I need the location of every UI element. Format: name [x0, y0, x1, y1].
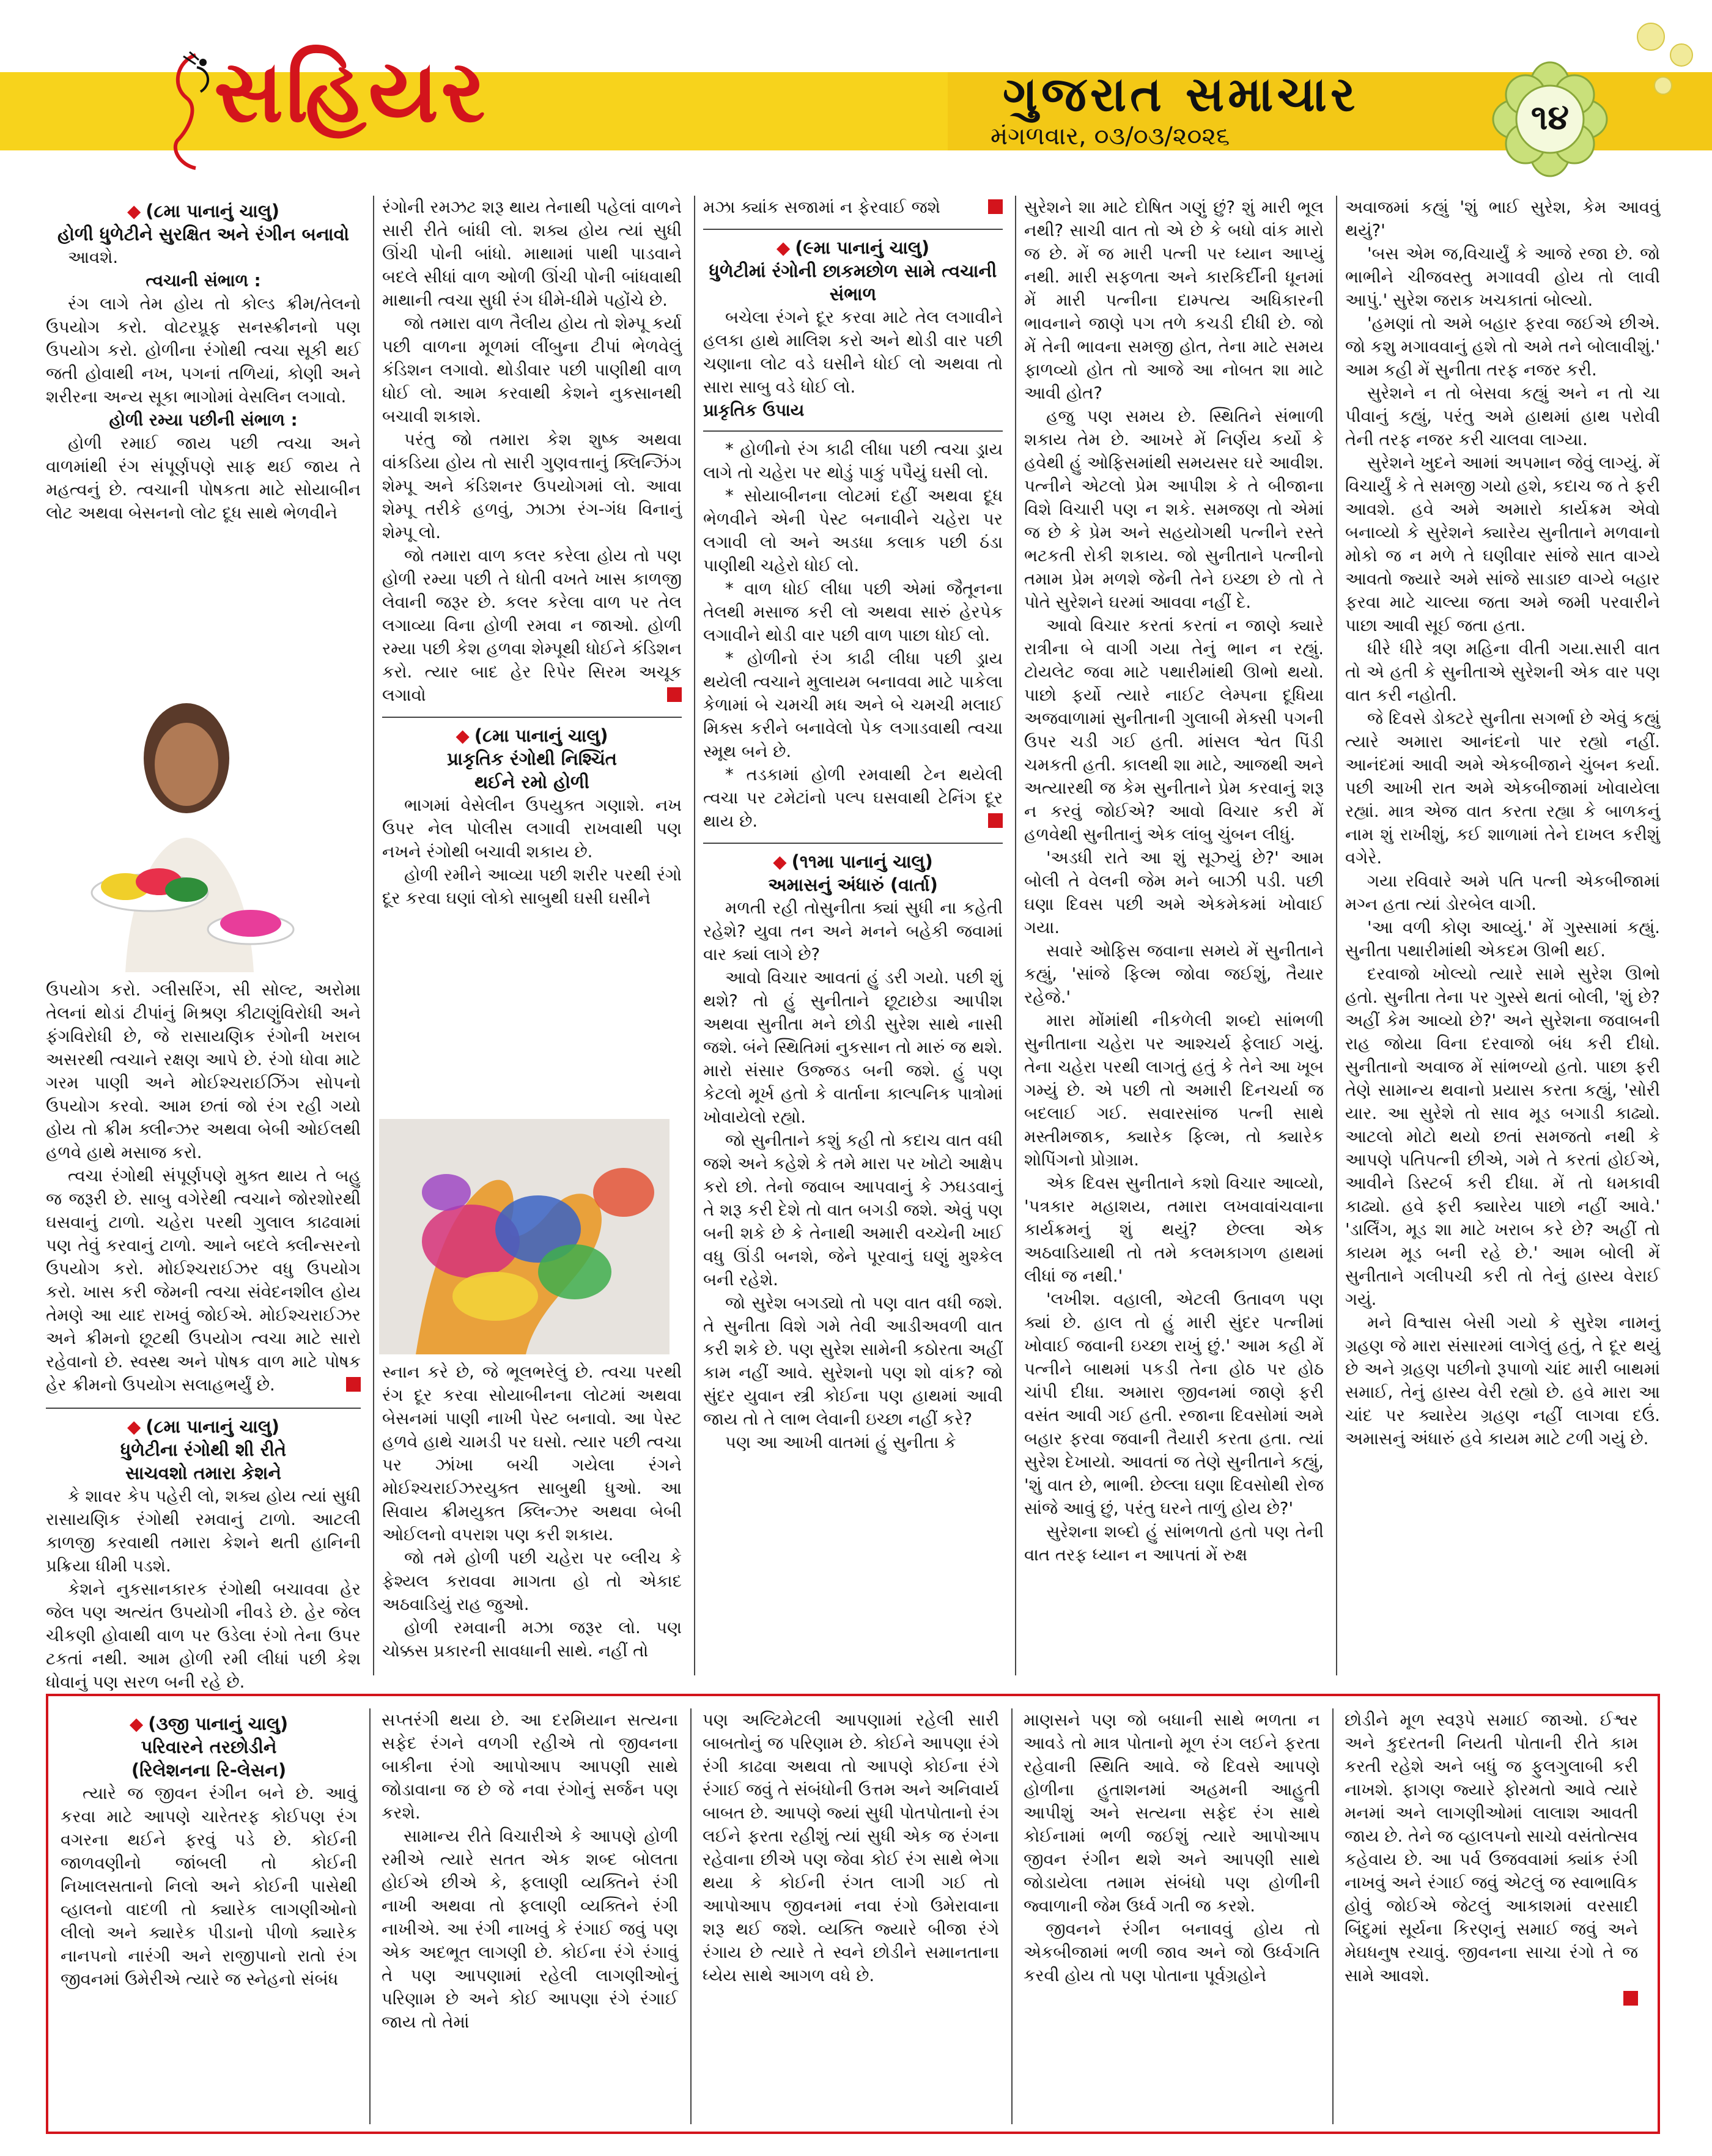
- paragraph: હોળી રમાઈ જાય પછી ત્વચા અને વાળમાંથી રંગ સંપૂર્ણપણે સાફ થઈ જાય તે મહત્વનું છે. ત્વચાની પોષકતા માટે સોયાબીન લોટ અથવા બેસનનો લોટ દૂધ સાથે ભેળવીને: [46, 434, 361, 523]
- paragraph: આવો વિચાર કરતાં કરતાં ન જાણે ક્યારે રાત્રીના બે વાગી ગયા તેનું ભાન ન રહ્યું. ટોયલેટ જવા માટે પથારીમાંથી ઊભો થયો. પાછો ફર્યો ત્યારે નાઈટ લેમ્પના દૂધિયા અજવાળામાં સુનીતાની ગુલાબી મેક્સી પગની ઉપર ચડી ગઈ હતી. માંસલ શ્વેત પિંડી ચમકતી હતી. કાલથી શા માટે, આજથી અને અત્યારથી જ કેમ સુનીતાને પ્રેમ કરવાનું શરૂ ન કરવું જોઈએ? આવો વિચાર કરી મેં હળવેથી સુનીતાનું એક લાંબુ ચુંબન લીધું.: [1024, 616, 1324, 844]
- article-title: (રિલેશનના રિ-લેસન): [131, 1760, 287, 1781]
- section-heading: હોળી રમ્યા પછીની સંભાળ :: [109, 410, 298, 430]
- paragraph: 'આ વળી કોણ આવ્યું.' મેં ગુસ્સામાં કહ્યું. સુનીતા પથારીમાંથી એકદમ ઊભી થઈ.: [1345, 918, 1660, 961]
- section-heading: ત્વચાની સંભાળ :: [146, 271, 261, 290]
- section-divider: [382, 717, 682, 718]
- article-title: અમાસનું અંધારું (વાર્તા): [768, 874, 938, 895]
- article-title: પરિવારને તરછોડીને: [141, 1737, 277, 1757]
- column-2: [382, 196, 682, 910]
- paragraph: 'લખીશ. વહાલી, એટલી ઉતાવળ પણ ક્યાં છે. હાલ તો હું મારી સુંદર પત્નીમાં ખોવાઈ જવાની ઇચ્છા રાખું છું.' આમ કહી મેં પત્નીને બાથમાં પકડી તેના હોઠ પર હોઠ ચાંપી દીધા. અમારા જીવનમાં જાણે ફરી વસંત આવી ગઈ હતી. રજાના દિવસોમાં અમે બહાર ફરવા જવાની તૈયારી કરતા હતા. ત્યાં સુરેશ દેખાયો. આવતાં જ તેણે સુનીતાને કહ્યું, 'શું વાત છે, ભાભી. છેલ્લા ઘણા દિવસોથી રોજ સાંજે આવું છું, પરંતુ ઘરને તાળું હોય છે?': [1024, 1290, 1324, 1518]
- column-4: [1024, 196, 1324, 1567]
- article-title: હોળી ધુળેટીને સુરક્ષિત અને રંગીન બનાવો: [57, 224, 349, 245]
- continued-label: ◆ (૮મા પાનાનું ચાલુ): [127, 1416, 279, 1437]
- column-5: [1345, 196, 1660, 1450]
- paragraph: રંગોની રમઝટ શરૂ થાય તેનાથી પહેલાં વાળને સારી રીતે બાંધી લો. શક્ય હોય ત્યાં સુધી ઊંચી પોની બાંધો. માથામાં પાથી પાડવાને બદલે સીધાં વાળ ઓળી ઊંચી પોની બાંધવાથી માથાની ત્વચા સુધી રંગ ધીમે-ધીમે પહોંચે છે.: [382, 198, 682, 310]
- page-number: ૧૪: [1530, 98, 1570, 138]
- paragraph: હોળી રમવાની મઝા જરૂર લો. પણ ચોક્કસ પ્રકારની સાવધાની સાથે. નહીં તો: [382, 1618, 682, 1661]
- paragraph: એક દિવસ સુનીતાને કશો વિચાર આવ્યો, 'પત્રકાર મહાશય, તમારા લખવાવાંચવાના કાર્યક્રમનું શું થયું? છેલ્લા એક અઠવાડિયાથી તો તમે કલમકાગળ હાથમાં લીધાં જ નથી.': [1024, 1173, 1324, 1286]
- bullet-item: * તડકામાં હોળી રમવાથી ટેન થયેલી ત્વચા પર ટમેટાંનો પલ્પ ઘસવાથી ટેનિંગ દૂર થાય છે.: [703, 765, 1003, 831]
- colorful-hands-photo: [379, 1119, 670, 1354]
- paragraph: કેશને નુકસાનકારક રંગોથી બચાવવા હેર જેલ પણ અત્યંત ઉપયોગી નીવડે છે. હેર જેલ ચીકણી હોવાથી વાળ પર ઉડેલા રંગો તેના ઉપર ટકતાં નથી. આમ હોળી રમી લીધાં પછી કેશ ધોવાનું પણ સરળ બની રહે છે.: [46, 1579, 361, 1692]
- bullet-item: * વાળ ધોઈ લીધા પછી એમાં જૈતૂનના તેલથી મસાજ કરી લો અથવા સારું હેરપેક લગાવીને થોડી વાર પછી વાળ પાછા ધોઈ લો.: [703, 579, 1003, 645]
- paragraph: મારા મોંમાંથી નીકળેલી શબ્દો સાંભળી સુનીતાના ચહેરા પર આશ્ચર્ય ફેલાઈ ગયું. તેના ચહેરા પરથી લાગતું હતું કે તેને આ ખૂબ ગમ્યું છે. એ પછી તો અમારી દિનચર્યા જ બદલાઈ ગઈ. સવારસાંજ પત્ની સાથે મસ્તીમજાક, ક્યારેક ફિલ્મ, તો ક્યારેક શોપિંગનો પ્રોગ્રામ.: [1024, 1011, 1324, 1170]
- paragraph: મઝા ક્યાંક સજામાં ન ફેરવાઈ જશે: [703, 196, 1003, 219]
- section-divider: [46, 1408, 361, 1409]
- paragraph: મળતી રહી તોસુનીતા ક્યાં સુધી ના કહેતી રહેશે? યુવા તન અને મનને બહેકી જવામાં વાર ક્યાં લાગે છે?: [703, 898, 1003, 964]
- paragraph: જો સુરેશ બગડ્યો તો પણ વાત વધી જશે. તે સુનીતા વિશે ગમે તેવી આડીઅવળી વાત કરી શકે છે. પણ સુરેશ સામેની કઠોરતા અહીં કામ નહીં આવે. સુરેશનો પણ શો વાંક? જો સુંદર યુવાન સ્ત્રી કોઈના પણ હાથમાં આવી જાય તો તે લાભ લેવાની ઇચ્છા નહીં કરે?: [703, 1293, 1003, 1429]
- paragraph: ધીરે ધીરે ત્રણ મહિના વીતી ગયા.સારી વાત તો એ હતી કે સુનીતાએ સુરેશની એક વાર પણ વાત કરી નહોતી.: [1345, 639, 1660, 705]
- paragraph: ભાગમાં વેસેલીન ઉપયુક્ત ગણાશે. નખ ઉપર નેલ પોલીસ લગાવી રાખવાથી પણ નખને રંગોથી બચાવી શકાય છે.: [382, 796, 682, 862]
- paragraph: પણ અલ્ટિમેટલી આપણામાં રહેલી સારી બાબતોનું જ પરિણામ છે. કોઈને આપણા રંગે રંગી કાઢવા અથવા તો આપણે કોઈના રંગે રંગાઈ જવું તે સંબંધોની ઉત્તમ અને અનિવાર્ય બાબત છે. આપણે જ્યાં સુધી પોતપોતાનો રંગ લઈને ફરતા રહીશું ત્યાં સુધી એક જ રંગના રહેવાના છીએ પણ જેવા કોઈ રંગ સાથે ભેગા થયા કે કોઈની રંગત લાગી ગઈ તો આપોઆપ જીવનમાં નવા રંગો ઉમેરાવાના શરૂ થઈ જશે. વ્યક્તિ જ્યારે બીજા રંગે રંગાય છે ત્યારે તે સ્વને છોડીને સમાનતાના ધ્યેય સાથે આગળ વધે છે.: [703, 1710, 999, 1985]
- article-title: પ્રાકૃતિક રંગોથી નિશ્ચિંત: [446, 748, 618, 769]
- paragraph: બચેલા રંગને દૂર કરવા માટે તેલ લગાવીને હલકા હાથે માલિશ કરો અને થોડી વાર પછી ચણાના લોટ વડે ઘસીને ધોઈ લો અથવા તો સારા સાબુ વડે ધોઈ લો.: [703, 308, 1003, 397]
- bottom-article-box: [46, 1694, 1660, 2134]
- column-3: [703, 196, 1003, 1454]
- woman-with-colors-photo: [46, 685, 303, 972]
- continued-label: ◆ (૮મા પાનાનું ચાલુ): [127, 201, 279, 221]
- article-title: થઈને રમો હોળી: [474, 772, 589, 792]
- paragraph: 'અડધી રાતે આ શું સૂઝ્યું છે?' આમ બોલી તે વેલની જેમ મને બાઝી પડી. પછી ઘણા દિવસ પછી અમે એકમેકમાં ખોવાઈ ગયા.: [1024, 848, 1324, 937]
- end-mark: [1623, 1991, 1638, 2006]
- paragraph: હજુ પણ સમય છે. સ્થિતિને સંભાળી શકાય તેમ છે. આખરે મેં નિર્ણય કર્યો કે હવેથી હું ઓફિસમાંથી સમયસર ઘરે આવીશ. પત્નીને એટલો પ્રેમ આપીશ કે તે બીજાના વિશે વિચારી પણ ન શકે. સમજણ તો એમાં જ છે કે પ્રેમ અને સહયોગથી પત્નીને રસ્તે ભટકતી રોકી શકાય. જો સુનીતાને પત્નીનો તમામ પ્રેમ મળશે જેની તેને ઇચ્છા છે તો તે પોતે સુરેશને ઘરમાં આવવા નહીં દે.: [1024, 407, 1324, 612]
- column-divider: [1011, 1708, 1013, 2124]
- paragraph: હોળી રમીને આવ્યા પછી શરીર પરથી રંગો દૂર કરવા ઘણાં લોકો સાબુથી ઘસી ઘસીને: [382, 865, 682, 908]
- paragraph: પરંતુ જો તમારા કેશ શુષ્ક અથવા વાંકડિયા હોય તો સારી ગુણવત્તાનું ક્લિન્ઝિંગ શેમ્પૂ અને કંડિશનર ઉપયોગમાં લો. આવા શેમ્પૂ તરીકે હળવું, ઝાઝા રંગ-ગંધ વિનાનું શેમ્પૂ લો.: [382, 430, 682, 542]
- bottom-column-1: [61, 1708, 357, 1991]
- paragraph: ત્યારે જ જીવન રંગીન બને છે. આવું કરવા માટે આપણે ચારેતરફ કોઈપણ રંગ વગરના થઈને ફરવું પડે છે. કોઈની જાળવણીનો જાંબલી તો કોઈની નિખાલસતાનો નિલો અને કોઈની પાસેથી વ્હાલનો વાદળી તો ક્યારેક લાગણીઓનો લીલો અને ક્યારેક પીડાનો પીળો ક્યારેક નાનપનો નારંગી અને રાજીપાનો રાતો રંગ જીવનમાં ઉમેરીએ ત્યારે જ સ્નેહનો સંબંધ: [61, 1784, 357, 1989]
- paragraph: જો તમારા વાળ કલર કરેલા હોય તો પણ હોળી રમ્યા પછી તે ધોતી વખતે ખાસ કાળજી લેવાની જરૂર છે. કલર કરેલા વાળ પર તેલ લગાવ્યા વિના હોળી રમવા ન જાઓ. હોળી રમ્યા પછી કેશ હળવા શેમ્પૂથી ધોઈને કંડિશન કરો. ત્યાર બાદ હેર રિપેર સિરમ અચૂક લગાવો: [382, 546, 682, 705]
- end-mark: [988, 199, 1003, 214]
- paragraph: સુરેશને ખુદને આમાં અપમાન જેવું લાગ્યું. મેં વિચાર્યું કે તે સમજી ગયો હશે, કદાચ જ તે ફરી આવશે. હવે અમે અમારો કાર્યક્રમ એવો બનાવ્યો કે સુરેશને ક્યારેય સુનીતાને મળવાનો મોકો જ ન મળે તે ઘણીવાર સાંજે સાત વાગ્યે આવતો જ્યારે અમે સાંજે સાડાછ વાગ્યે બહાર ફરવા માટે ચાલ્યા જતા અમે જમી પરવારીને પાછા આવી સૂઈ જતા હતા.: [1345, 453, 1660, 635]
- paragraph: કે શાવર કેપ પહેરી લો, શક્ય હોય ત્યાં સુધી રાસાયણિક રંગોથી રમવાનું ટાળો. આટલી કાળજી કરવાથી તમારા કેશને થતી હાનિની પ્રક્રિયા ધીમી પડશે.: [46, 1486, 361, 1576]
- section-heading: પ્રાકૃતિક ઉપાય: [703, 401, 805, 420]
- paragraph: મને વિશ્વાસ બેસી ગયો કે સુરેશ નામનું ગ્રહણ જે મારા સંસારમાં લાગેલું હતું, તે દૂર થયું છે અને ગ્રહણ પછીનો રૂપાળો ચાંદ મારી બાથમાં સમાઈ, તેનું હાસ્ય વેરી રહ્યો છે. હવે મારા આ ચાંદ પર ક્યારેય ગ્રહણ નહીં લાગવા દઉં. અમાસનું અંધારું હવે કાયમ માટે ટળી ગયું છે.: [1345, 1313, 1660, 1449]
- continued-label: ◆ (૧૧મા પાનાનું ચાલુ): [773, 851, 933, 872]
- paragraph: જીવનને રંગીન બનાવવું હોય તો એકબીજામાં ભળી જાવ અને જો ઉર્ધ્વગતિ કરવી હોય તો પણ પોતાના પૂર્વગ્રહોને: [1024, 1919, 1320, 1985]
- paragraph: જો તમારા વાળ તૈલીય હોય તો શેમ્પૂ કર્યા પછી વાળના મૂળમાં લીંબુના ટીપાં ભેળવેલું કંડિશન લગાવો. થોડીવાર પછી પાણીથી વાળ ધોઈ લો. આમ કરવાથી કેશને નુકસાનથી બચાવી શકાશે.: [382, 314, 682, 426]
- paragraph: જે દિવસે ડોક્ટરે સુનીતા સગર્ભા છે એવું કહ્યું ત્યારે અમારા આનંદનો પાર રહ્યો નહીં. આનંદમાં આવી અમે એકબીજાને ચુંબન કર્યા. પછી આખી રાત અમે એકબીજામાં ખોવાયેલા રહ્યાં. માત્ર એજ વાત કરતા રહ્યા કે બાળકનું નામ શું રાખીશું, કઈ શાળામાં તેને દાખલ કરીશું વગેરે.: [1345, 709, 1660, 868]
- paragraph: 'હમણાં તો અમે બહાર ફરવા જઈએ છીએ. જો કશુ મગાવવાનું હશે તો અમે તને બોલાવીશું.' આમ કહી મેં સુનીતા તરફ નજર કરી.: [1345, 314, 1660, 380]
- paragraph: ત્વચા રંગોથી સંપૂર્ણપણે મુક્ત થાય તે બહુ જ જરૂરી છે. સાબુ વગેરેથી ત્વચાને જોરશોરથી ઘસવાનું ટાળો. ચહેરા પરથી ગુલાલ કાઢવામાં પણ તેવું કરવાનું ટાળો. આને બદલે ક્લીન્સરનો ઉપયોગ કરો. મોઈશ્ચરાઈઝર વધુ ઉપયોગ કરો. ખાસ કરી જેમની ત્વચા સંવેદનશીલ હોય તેમણે આ યાદ રાખવું જોઈએ. મોઈશ્ચરાઈઝર અને ક્રીમનો છૂટથી ઉપયોગ ત્વચા માટે સારો રહેવાનો છે. સ્વસ્થ અને પોષક વાળ માટે પોષક હેર ક્રીમનો ઉપયોગ સલાહભર્યું છે.: [46, 1166, 361, 1395]
- paragraph: સુરેશના શબ્દો હું સાંભળતો હતો પણ તેની વાત તરફ ધ્યાન ન આપતાં મેં રુક્ષ: [1024, 1522, 1324, 1565]
- section-divider: [703, 430, 1003, 432]
- column-divider: [1332, 1708, 1334, 2124]
- decorative-flowers-icon: [1614, 12, 1706, 135]
- issue-date: મંગળવાર, ૦૩/૦૩/૨૦૨૬: [991, 122, 1230, 150]
- paragraph: રંગ લાગે તેમ હોય તો કોલ્ડ ક્રીમ/તેલનો ઉપયોગ કરો. વોટરપ્રૂફ સનસ્ક્રીનનો પણ ઉપયોગ કરો. હોળીના રંગોથી ત્વચા સૂકી થઈ જતી હોવાથી નખ, પગનાં તળિયાં, કોણી અને શરીરના અન્ય સૂકા ભાગોમાં વેસલિન લગાવો.: [46, 294, 361, 407]
- paragraph: જો તમે હોળી પછી ચહેરા પર બ્લીચ કે ફેશ્યલ કરાવવા માગતા હો તો એકાદ અઠવાડિયું રાહ જુઓ.: [382, 1548, 682, 1614]
- continued-label: ◆ (૮મા પાનાનું ચાલુ): [456, 725, 608, 746]
- paragraph: સામાન્ય રીતે વિચારીએ કે આપણે હોળી રમીએ ત્યારે સતત એક શબ્દ બોલતા હોઈએ છીએ કે, ફલાણી વ્યક્તિને રંગી નાખી અથવા તો ફલાણી વ્યક્તિને રંગી નાખીએ. આ રંગી નાખવું કે રંગાઈ જવું પણ એક અદભૂત લાગણી છે. કોઈના રંગે રંગાવું તે પણ આપણામાં રહેલી લાગણીઓનું પરિણામ છે અને કોઈ આપણા રંગે રંગાઈ જાય તો તેમાં: [382, 1826, 678, 2032]
- paragraph: ગયા રવિવારે અમે પતિ પત્ની એકબીજામાં મગ્ન હતા ત્યાં ડોરબેલ વાગી.: [1345, 871, 1660, 914]
- section-divider: [703, 229, 1003, 230]
- continued-label: ◆ (૯મા પાનાનું ચાલુ): [776, 237, 930, 258]
- article-title: ધુળેટીના રંગોથી શી રીતે: [120, 1439, 287, 1460]
- paragraph: સુરેશને ન તો બેસવા કહ્યું અને ન તો ચા પીવાનું કહ્યું, પરંતુ અમે હાથમાં હાથ પરોવી તેની તરફ નજર કરી ચાલવા લાગ્યા.: [1345, 383, 1660, 449]
- bottom-column-2: [382, 1708, 678, 2034]
- continued-label: ◆ (૩જી પાનાનું ચાલુ): [129, 1713, 289, 1734]
- paragraph: આવશે.: [68, 248, 119, 267]
- end-mark: [988, 813, 1003, 828]
- end-mark: [346, 1377, 361, 1392]
- paragraph: દરવાજો ખોલ્યો ત્યારે સામે સુરેશ ઊભો હતો. સુનીતા તેના પર ગુસ્સે થતાં બોલી, 'શું છે? અહીં કેમ આવ્યો છે?' અને સુરેશના જવાબની રાહ જોયા વિના દરવાજો બંધ કરી દીધો. સુનીતાનો અવાજ મેં સાંભળ્યો હતો. પાછા ફરી તેણે સામાન્ય થવાનો પ્રયાસ કરતા કહ્યું, 'સોરી યાર. આ સુરેશે તો સાવ મૂડ બગાડી કાઢ્યો. આટલો મોટો થયો છતાં સમજતો નથી કે આપણે પતિપત્ની છીએ, ગમે તે કરતાં હોઈએ, આવીને ડિસ્ટર્બ કરી દીધા. મેં તો ધમકાવી કાઢ્યો. હવે ફરી ક્યારેય પાછો નહીં આવે.' 'ડાર્લિંગ, મૂડ શા માટે ખરાબ કરે છે? અહીં તો કાયમ મૂડ બની રહે છે.' આમ બોલી મેં સુનીતાને ગલીપચી કરી તો તેનું હાસ્ય વેરાઈ ગયું.: [1345, 964, 1660, 1309]
- masthead: [0, 0, 1712, 183]
- column-1: [46, 196, 361, 525]
- column-1-continued: [46, 978, 361, 1694]
- paragraph: સુરેશને શા માટે દોષિત ગણું છું? શું મારી ભૂલ નથી? સાચી વાત તો એ છે કે બધો વાંક મારો જ છે. મેં જ મારી પત્ની પર ધ્યાન આપ્યું નથી. મારી સફળતા અને કારકિર્દીની ધૂનમાં મેં મારી પત્નીના દામ્પત્ય અધિકારની ભાવનાને જાણે પગ તળે કચડી દીધી છે. જો મેં તેની ભાવના સમજી હોત, તેના માટે સમય ફાળવ્યો હોત તો આજે આ નોબત શા માટે આવી હોત?: [1024, 198, 1324, 403]
- paragraph: આવો વિચાર આવતાં હું ડરી ગયો. પછી શું થશે? તો હું સુનીતાને છૂટાછેડા આપીશ અથવા સુનીતા મને છોડી સુરેશ સાથે નાસી જશે. બંને સ્થિતિમાં નુકસાન તો મારું જ થશે. મારો સંસાર ઉજ્જડ બની જશે. હું પણ કેટલો મૂર્ખ હતો કે વાર્તાના કાલ્પનિક પાત્રોમાં ખોવાયેલો રહ્યો.: [703, 968, 1003, 1127]
- bullet-item: * હોળીનો રંગ કાઢી લીધા પછી ડ્રાય થયેલી ત્વચાને મુલાયમ બનાવવા માટે પાકેલા કેળામાં બે ચમચી મધ અને બે ચમચી મલાઈ મિક્સ કરીને બનાવેલો પેક લગાડવાથી ત્વચા સ્મૂથ બને છે.: [703, 649, 1003, 761]
- column-2-continued: [382, 1360, 682, 1663]
- section-divider: [703, 843, 1003, 844]
- paragraph: જો સુનીતાને કશું કહી તો કદાચ વાત વધી જશે અને કહેશે કે તમે મારા પર ખોટો આક્ષેપ કરો છો. તેનો જવાબ આપવાનું કે ઝઘડવાનું તે શરૂ કરી દેશે તો વાત બગડી જશે. એવું પણ બની શકે છે કે તેનાથી અમારી વચ્ચેની ખાઈ વધુ ઊંડી બનશે, જેને પૂરવાનું ઘણું મુશ્કેલ બની રહેશે.: [703, 1131, 1003, 1290]
- column-divider: [1015, 196, 1016, 1675]
- paragraph: સપ્તરંગી થયા છે. આ દરમિયાન સત્યના સફેદ રંગને વળગી રહીએ તો જીવનના બાકીના રંગો આપોઆપ આપણી સાથે જોડાવાના જ છે જે નવા રંગોનું સર્જન પણ કરશે.: [382, 1710, 678, 1823]
- column-divider: [1336, 196, 1337, 1675]
- paragraph: સવારે ઓફિસ જવાના સમયે મેં સુનીતાને કહ્યું, 'સાંજે ફિલ્મ જોવા જઈશું, તૈયાર રહેજે.': [1024, 941, 1324, 1007]
- paragraph: 'બસ એમ જ,વિચાર્યું કે આજે રજા છે. જો ભાભીને ચીજવસ્તુ મગાવવી હોય તો લાવી આપું.' સુરેશ જરાક ખચકાતાં બોલ્યો.: [1345, 244, 1660, 310]
- column-divider: [690, 1708, 692, 2124]
- bullet-item: * સોયાબીનના લોટમાં દહીં અથવા દૂધ ભેળવીને એની પેસ્ટ બનાવીને ચહેરા પર લગાવી લો અને અડધા કલાક પછી ઠંડા પાણીથી ચહેરો ધોઈ લો.: [703, 486, 1003, 575]
- column-divider: [369, 1708, 371, 2124]
- article-title: ધુળેટીમાં રંગોની છાકમછોળ સામે ત્વચાની સંભાળ: [709, 260, 997, 305]
- paragraph: માણસને પણ જો બધાની સાથે ભળતા ન આવડે તો માત્ર પોતાનો મૂળ રંગ લઈને ફરતા રહેવાની સ્થિતિ આવે. જે દિવસે આપણે હોળીના હુતાશનમાં અહમની આહુતી આપીશું અને સત્યના સફેદ રંગ સાથે કોઈનામાં ભળી જઈશું ત્યારે આપોઆપ જીવન રંગીન થશે અને આપણી સાથે જોડાયેલા તમામ સંબંધો પણ હોળીની જ્વાળાની જેમ ઉર્ધ્વ ગતી જ કરશે.: [1024, 1710, 1320, 1916]
- paragraph: સ્નાન કરે છે, જે ભૂલભરેલું છે. ત્વચા પરથી રંગ દૂર કરવા સોયાબીનના લોટમાં અથવા બેસનમાં પાણી નાખી પેસ્ટ બનાવો. આ પેસ્ટ હળવે હાથે ચામડી પર ઘસો. ત્યાર પછી ત્વચા પર ઝાંખા બચી ગયેલા રંગને મોઈશ્ચરાઈઝરયુક્ત સાબુથી ધુઓ. આ સિવાય ક્રીમયુક્ત ક્લિન્ઝર અથવા બેબી ઓઈલનો વપરાશ પણ કરી શકાય.: [382, 1362, 682, 1545]
- bottom-column-5: [1345, 1708, 1638, 2006]
- paragraph: અવાજમાં કહ્યું 'શું ભાઈ સુરેશ, કેમ આવવું થયું?': [1345, 198, 1660, 240]
- bottom-column-4: [1024, 1708, 1320, 1987]
- end-mark: [667, 687, 682, 702]
- column-divider: [373, 196, 374, 1675]
- newspaper-name: ગુજરાત સમાચાર: [1003, 67, 1359, 122]
- woman-silhouette-logo-icon: [153, 49, 220, 171]
- paragraph: ઉપયોગ કરો. ગ્લીસરિંગ, સી સોલ્ટ, અરોમા તેલનાં થોડાં ટીપાંનું મિશ્રણ કીટાણુંવિરોધી અને ફંગવિરોધી છે, જે રાસાયણિક રંગોની ખરાબ અસરથી ત્વચાને રક્ષણ આપે છે. રંગો ધોવા માટે ગરમ પાણી અને મોઈશ્ચરાઈઝિંગ સોપનો ઉપયોગ કરવો. આમ છતાં જો રંગ રહી ગયો હોય તો ક્રીમ ક્લીન્ઝર અથવા બેબી ઓઈલથી હળવે હાથે મસાજ કરો.: [46, 980, 361, 1162]
- article-title: સાચવશો તમારા કેશને: [125, 1463, 281, 1483]
- bottom-column-3: [703, 1708, 999, 1987]
- paragraph: છોડીને મૂળ સ્વરૂપે સમાઈ જાઓ. ઈશ્વર અને કુદરતની નિયતી પોતાની રીતે કામ કરતી રહેશે અને બધું જ ફુલગુલાબી કરી નાખશે. ફાગણ જ્યારે ફોરમતો આવે ત્યારે મનમાં અને લાગણીઓમાં લાલાશ આવતી જાય છે. તેને જ વ્હાલપનો સાચો વસંતોત્સવ કહેવાય છે. આ પર્વ ઉજવવામાં ક્યાંક રંગી નાખવું અને રંગાઈ જવું એટલું જ સ્વાભાવિક હોવું જોઈએ જેટલું આકાશમાં વરસાદી બિંદુમાં સૂર્યના કિરણનું સમાઈ જવું અને મેઘધનુષ રચાવું. જીવનના સાચા રંગો તે જ સામે આવશે.: [1345, 1710, 1638, 1985]
- bullet-item: * હોળીનો રંગ કાઢી લીધા પછી ત્વચા ડ્રાય લાગે તો ચહેરા પર થોડું પાકું પપૈયું ઘસી લો.: [703, 440, 1003, 482]
- brand-title: સહિયર: [214, 42, 488, 142]
- column-divider: [694, 196, 695, 1675]
- paragraph: પણ આ આખી વાતમાં હું સુનીતા કે: [725, 1433, 956, 1452]
